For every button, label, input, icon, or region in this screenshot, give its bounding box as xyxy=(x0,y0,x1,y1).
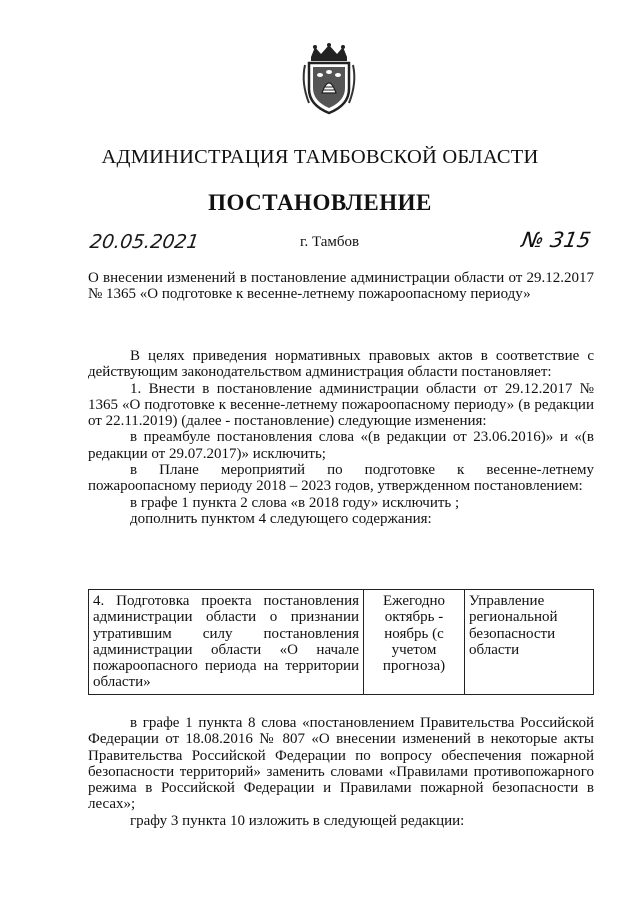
document-number: № 315 xyxy=(519,228,593,252)
paragraph-item10-change: графу 3 пункта 10 изложить в следующей редакции: xyxy=(130,812,465,829)
paragraph-preamble: В целях приведения нормативных правовых актов в соответствие с действующим законодательством администрация области постановляет: xyxy=(88,348,594,381)
tambov-coat-of-arms-icon xyxy=(299,43,359,115)
document-type-heading: ПОСТАНОВЛЕНИЕ xyxy=(208,190,432,215)
paragraph-item-1: 1. Внести в постановление администрации области от 29.12.2017 № 1365 «О подготовке к весенне-летнему пожароопасному периоду» (в редакции от 22.11.2019) (далее - постановление) следующие изменения: xyxy=(88,380,594,430)
document-date: 20.05.2021 xyxy=(88,231,201,253)
inserted-plan-table xyxy=(88,589,594,695)
table-cell-term: Ежегодно октябрь - ноябрь (с учетом прогноза) xyxy=(364,590,465,695)
table-cell-responsible: Управление региональной безопасности области xyxy=(465,590,594,695)
paragraph-add-item4: дополнить пунктом 4 следующего содержания: xyxy=(130,510,432,527)
document-city: г. Тамбов xyxy=(300,234,360,250)
table-cell-action: 4. Подготовка проекта постановления администрации области о признании утратившим силу постановления администрации области «О начале пожароопасного периода на территории области» xyxy=(89,590,364,695)
paragraph-column1-change: в графе 1 пункта 2 слова «в 2018 году» исключить ; xyxy=(130,494,460,511)
document-subject: О внесении изменений в постановление администрации области от 29.12.2017 № 1365 «О подготовке к весенне-летнему пожароопасному периоду» xyxy=(88,270,594,302)
document-body-continued xyxy=(88,715,594,829)
paragraph-plan-change: в Плане мероприятий по подготовке к весенне-летнему пожароопасному периоду 2018 – 2023 годов, утвержденном постановлением: xyxy=(88,462,594,495)
document-body xyxy=(88,348,594,527)
paragraph-item8-change: в графе 1 пункта 8 слова «постановлением Правительства Российской Федерации от 18.08.2016 № 807 «О внесении изменений в некоторые акты Правительства Российской Федерации по вопросу обеспечения пожарной безопасности территорий» заменить словами «Правилами противопожарного режима в Российской Федерации и Правилами пожарной безопасности в лесах»; xyxy=(88,715,594,813)
paragraph-preamble-change: в преамбуле постановления слова «(в редакции от 23.06.2016)» и «(в редакции от 29.07.2017)» исключить; xyxy=(88,429,594,462)
table-row xyxy=(89,590,594,695)
issuing-authority-title: АДМИНИСТРАЦИЯ ТАМБОВСКОЙ ОБЛАСТИ xyxy=(101,146,539,168)
